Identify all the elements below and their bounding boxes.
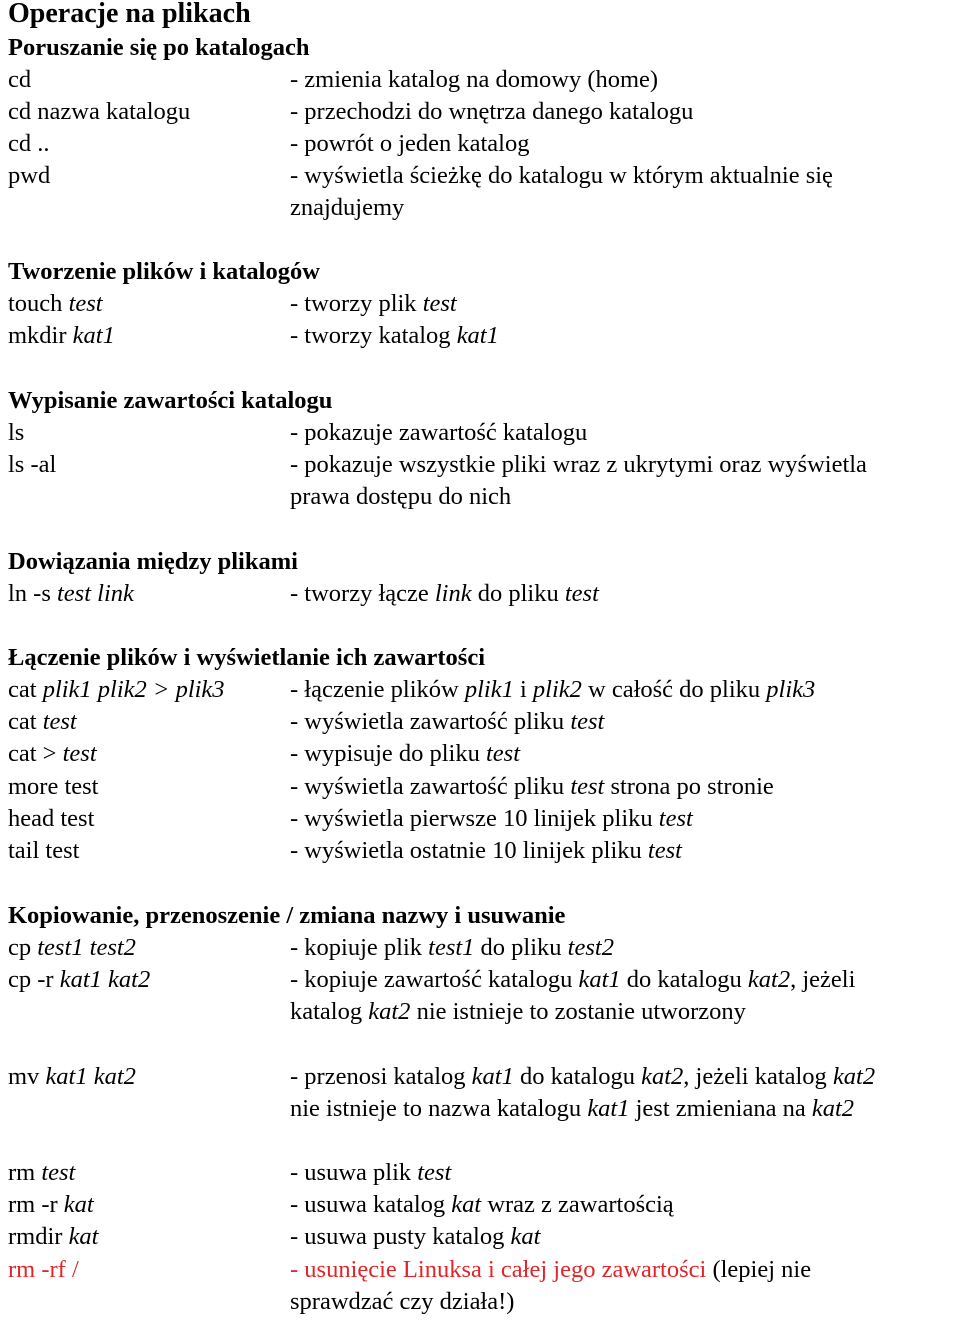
page-title: Operacje na plikach <box>8 0 251 29</box>
description: - tworzy katalog kat1 <box>290 322 499 349</box>
description: - wyświetla zawartość pliku test <box>290 708 605 735</box>
command: more test <box>8 773 99 800</box>
description: - wyświetla ścieżkę do katalogu w którym aktualnie się <box>290 162 833 189</box>
command: cat test <box>8 708 77 735</box>
command: rmdir kat <box>8 1223 99 1250</box>
command: head test <box>8 805 95 832</box>
description: - kopiuje zawartość katalogu kat1 do katalogu kat2, jeżeli <box>290 966 856 993</box>
description: - tworzy łącze link do pliku test <box>290 580 599 607</box>
command: pwd <box>8 162 51 189</box>
description: - usuwa katalog kat wraz z zawartością <box>290 1191 674 1218</box>
description: - tworzy plik test <box>290 290 457 317</box>
command: cd <box>8 66 32 93</box>
description: - wyświetla zawartość pliku test strona po stronie <box>290 773 774 800</box>
command: ls -al <box>8 451 57 478</box>
section-heading-links: Dowiązania między plikami <box>8 548 298 575</box>
command-warning: rm -rf / <box>8 1256 79 1283</box>
command: cp test1 test2 <box>8 934 136 961</box>
description: - przechodzi do wnętrza danego katalogu <box>290 98 694 125</box>
section-heading-create: Tworzenie plików i katalogów <box>8 258 320 285</box>
description: - łączenie plików plik1 i plik2 w całość do pliku plik3 <box>290 676 816 703</box>
description: - wyświetla pierwsze 10 linijek pliku test <box>290 805 693 832</box>
description: - usunięcie Linuksa i całej jego zawartości (lepiej nie <box>290 1256 812 1283</box>
command: rm test <box>8 1159 76 1186</box>
description-continuation: prawa dostępu do nich <box>290 483 512 510</box>
section-heading-navigation: Poruszanie się po katalogach <box>8 34 310 61</box>
command: cd .. <box>8 130 50 157</box>
description: - wypisuje do pliku test <box>290 740 521 767</box>
command: cat plik1 plik2 > plik3 <box>8 676 225 703</box>
description: - pokazuje zawartość katalogu <box>290 419 588 446</box>
command: tail test <box>8 837 80 864</box>
section-heading-join: Łączenie plików i wyświetlanie ich zawartości <box>8 644 486 671</box>
description: - przenosi katalog kat1 do katalogu kat2, jeżeli katalog kat2 <box>290 1063 876 1090</box>
command: ln -s test link <box>8 580 134 607</box>
description-continuation: katalog kat2 nie istnieje to zostanie utworzony <box>290 998 746 1025</box>
description: - kopiuje plik test1 do pliku test2 <box>290 934 614 961</box>
command: ls <box>8 419 25 446</box>
section-heading-list: Wypisanie zawartości katalogu <box>8 387 333 414</box>
command: cd nazwa katalogu <box>8 98 191 125</box>
description: - usuwa plik test <box>290 1159 452 1186</box>
description: - wyświetla ostatnie 10 linijek pliku test <box>290 837 682 864</box>
section-heading-copy: Kopiowanie, przenoszenie / zmiana nazwy i usuwanie <box>8 902 566 929</box>
command: rm -r kat <box>8 1191 94 1218</box>
description: - zmienia katalog na domowy (home) <box>290 66 659 93</box>
description: - pokazuje wszystkie pliki wraz z ukrytymi oraz wyświetla <box>290 451 867 478</box>
command: mv kat1 kat2 <box>8 1063 136 1090</box>
description: - powrót o jeden katalog <box>290 130 530 157</box>
command: mkdir kat1 <box>8 322 115 349</box>
description-continuation: nie istnieje to nazwa katalogu kat1 jest zmieniana na kat2 <box>290 1095 855 1122</box>
description-continuation: znajdujemy <box>290 194 405 221</box>
command: cat > test <box>8 740 97 767</box>
description: - usuwa pusty katalog kat <box>290 1223 541 1250</box>
warning-text: - usunięcie Linuksa i całej jego zawartości <box>290 1256 707 1283</box>
description-continuation: sprawdzać czy działa!) <box>290 1288 515 1315</box>
command: cp -r kat1 kat2 <box>8 966 151 993</box>
command: touch test <box>8 290 103 317</box>
